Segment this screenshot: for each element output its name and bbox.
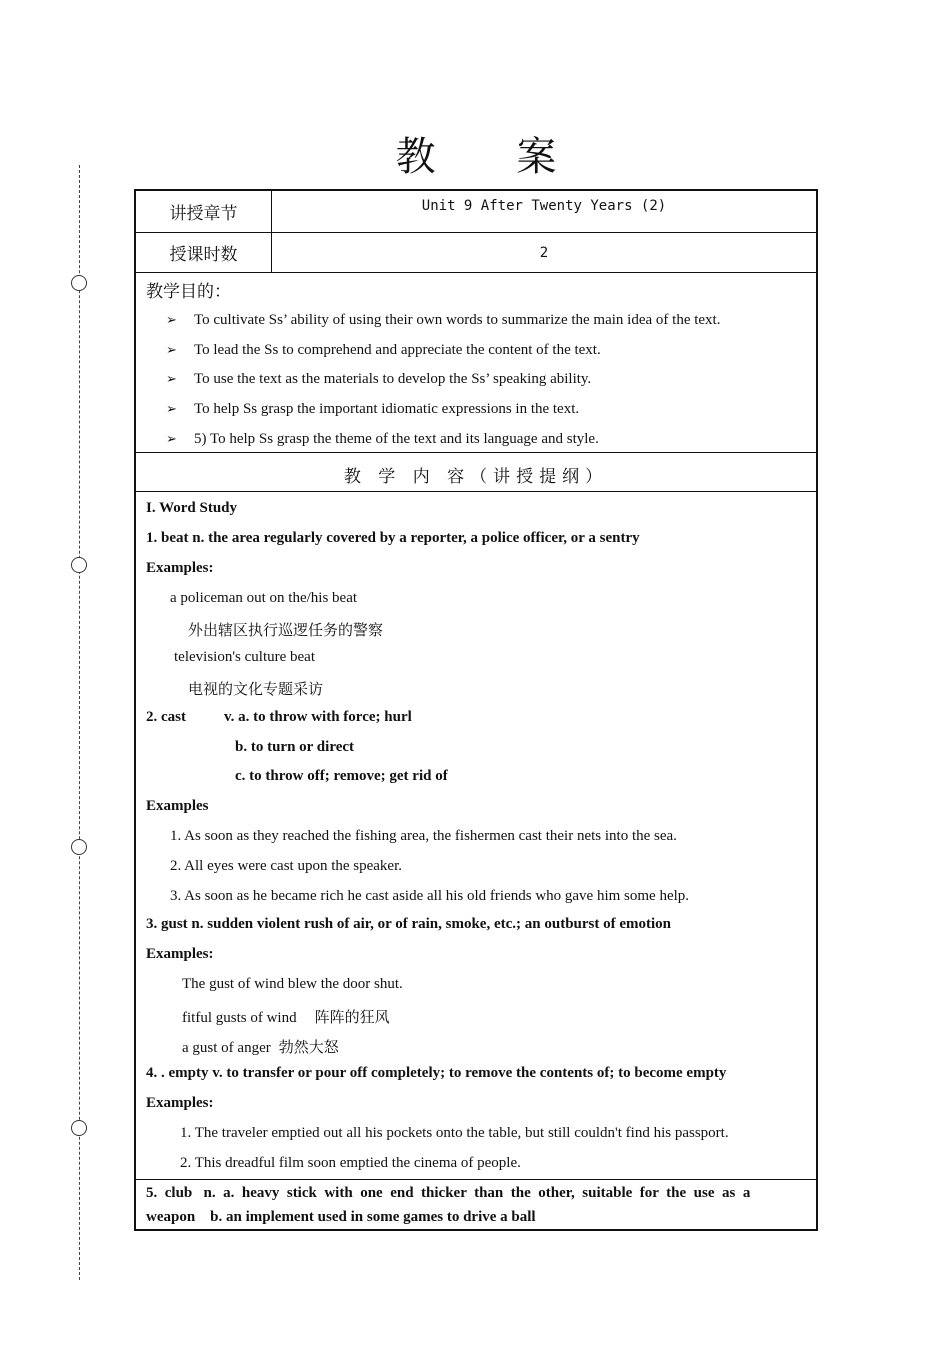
example-translation: 电视的文化专题采访 [188, 680, 324, 698]
cast-definition-a: v. a. to throw with force; hurl [224, 709, 412, 725]
objective-item: ➢ To use the text as the materials to develop the Ss’ speaking ability. [166, 371, 592, 387]
bullet-arrow-icon: ➢ [166, 432, 177, 447]
example-text: 2. This dreadful film soon emptied the cinema of people. [180, 1155, 521, 1171]
example-text: 1. The traveler emptied out all his pockets onto the table, but still couldn't find his passport. [180, 1125, 729, 1141]
binding-hole [71, 557, 87, 573]
examples-label: Examples [146, 798, 209, 814]
hours-value: 2 [539, 244, 549, 261]
examples-label: Examples: [146, 946, 214, 962]
chapter-row [136, 191, 816, 233]
examples-label: Examples: [146, 1095, 214, 1111]
divider [136, 452, 816, 453]
binding-line [79, 165, 80, 1280]
cast-definition-c: c. to throw off; remove; get rid of [235, 768, 448, 784]
objective-item: ➢ To lead the Ss to comprehend and appreciate the content of the text. [166, 342, 601, 358]
objectives-heading: 教学目的： [146, 282, 231, 302]
example-text: 1. As soon as they reached the fishing area, the fishermen cast their nets into the sea. [170, 828, 677, 844]
empty-definition: 4. . empty v. to transfer or pour off completely; to remove the contents of; to become empty [146, 1065, 727, 1081]
hours-row [136, 233, 816, 273]
example-text: The gust of wind blew the door shut. [182, 976, 403, 992]
objective-item: ➢ 5) To help Ss grasp the theme of the text and its language and style. [166, 431, 599, 447]
lesson-plan-table [134, 189, 818, 1231]
example-text: a policeman out on the/his beat [170, 590, 358, 606]
gust-definition: 3. gust n. sudden violent rush of air, or of rain, smoke, etc.; an outburst of emotion [146, 916, 672, 932]
objective-item: ➢ To help Ss grasp the important idiomatic expressions in the text. [166, 401, 580, 417]
examples-label: Examples: [146, 560, 214, 576]
club-definition: 5. club n. a. heavy stick with one end thicker than the other, suitable for the use as a [146, 1185, 751, 1201]
bullet-arrow-icon: ➢ [166, 402, 177, 417]
example-text: 3. As soon as he became rich he cast aside all his old friends who gave him some help. [170, 888, 690, 904]
example-text: a gust of anger 勃然大怒 [182, 1038, 339, 1056]
cast-word: 2. cast [146, 709, 186, 725]
hours-label: 授课时数 [136, 233, 272, 272]
divider [136, 1179, 816, 1180]
binding-hole [71, 839, 87, 855]
example-text: television's culture beat [174, 649, 315, 665]
binding-hole [71, 275, 87, 291]
example-translation: 外出辖区执行巡逻任务的警察 [188, 621, 384, 639]
bullet-arrow-icon: ➢ [166, 372, 177, 387]
bullet-arrow-icon: ➢ [166, 343, 177, 358]
page-title: 教 案 [395, 134, 591, 180]
bullet-arrow-icon: ➢ [166, 313, 177, 328]
cast-definition-b: b. to turn or direct [235, 739, 355, 755]
example-text: 2. All eyes were cast upon the speaker. [170, 858, 403, 874]
objective-item: ➢ To cultivate Ss’ ability of using their own words to summarize the main idea of the text. [166, 312, 721, 328]
chapter-label: 讲授章节 [136, 191, 272, 232]
divider [136, 491, 816, 492]
chapter-value: Unit 9 After Twenty Years (2) [421, 198, 667, 214]
example-text: fitful gusts of wind 阵阵的狂风 [182, 1008, 390, 1026]
beat-definition: 1. beat n. the area regularly covered by a reporter, a police officer, or a sentry [146, 530, 640, 546]
section-title: I. Word Study [146, 500, 238, 516]
binding-hole [71, 1120, 87, 1136]
content-heading: 教 学 内 容（讲授提纲） [343, 467, 609, 487]
club-definition-continued: weapon b. an implement used in some games to drive a ball [146, 1209, 536, 1225]
